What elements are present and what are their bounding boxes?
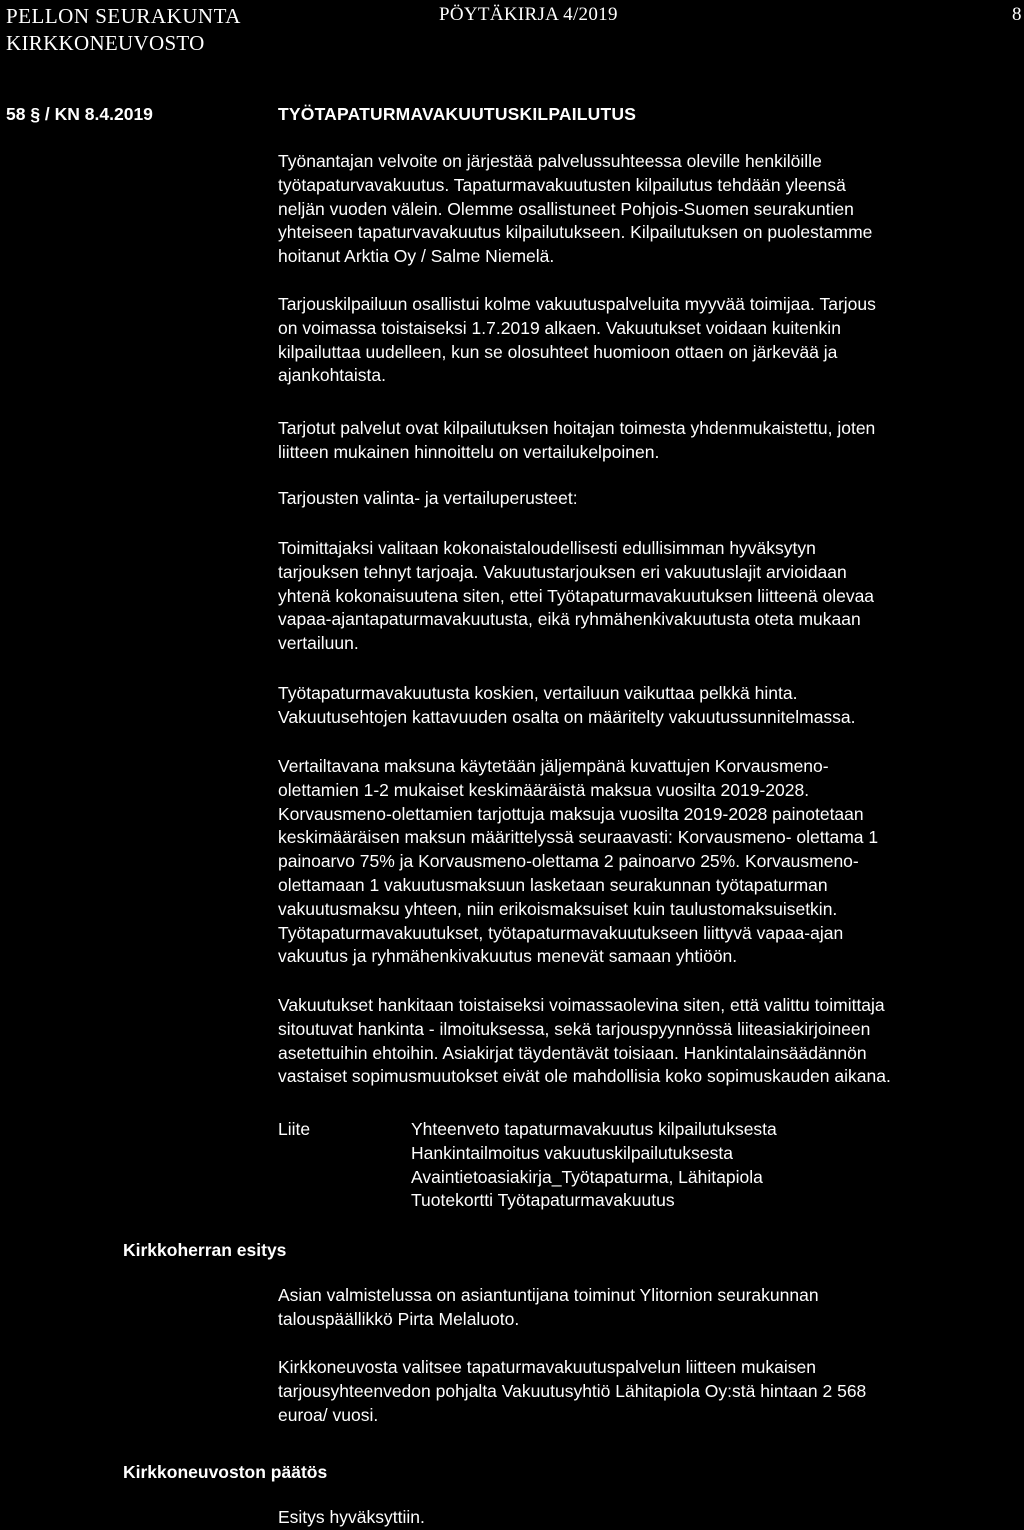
organization-name: PELLON SEURAKUNTA — [6, 4, 241, 28]
text-line: vapaa-ajantapaturmavakuutusta, eikä ryhmähenkivakuutusta oteta mukaan — [278, 609, 861, 630]
text-line: olettamaan 1 vakuutusmaksuun lasketaan seurakunnan työtapaturman — [278, 874, 828, 895]
paragraph — [278, 417, 1020, 465]
text-line: Tarjousten valinta- ja vertailuperusteet: — [278, 488, 578, 508]
text-line: Vakuutusehtojen kattavuuden osalta on määritelty vakuutussunnitelmassa. — [278, 706, 856, 727]
paragraph — [278, 755, 1020, 969]
text-line: Työtapaturmavakuutusta koskien, vertailuun vaikuttaa pelkkä hinta. — [278, 683, 798, 703]
page-number: 8 — [1012, 4, 1022, 25]
text-line: Vakuutukset hankitaan toistaiseksi voimassaolevina siten, että valittu toimittaja — [278, 995, 885, 1015]
section-reference: 58 § / KN 8.4.2019 — [6, 104, 153, 124]
text-line: asetettuihin ehtoihin. Asiakirjat täydentävät toisiaan. Hankintalainsäädännön — [278, 1042, 867, 1063]
organization-body: KIRKKONEUVOSTO — [6, 31, 205, 55]
attachment-item: Yhteenveto tapaturmavakuutus kilpailutuksesta — [411, 1119, 777, 1139]
decision-heading: Kirkkoneuvoston päätös — [123, 1462, 328, 1482]
decision-text: Esitys hyväksyttiin. — [278, 1507, 425, 1527]
text-line: painoarvo 75% ja Korvausmeno-olettama 2 painoarvo 25%. Korvausmeno- — [278, 851, 859, 872]
text-line: tarjouksen tehnyt tarjoaja. Vakuutustarjouksen eri vakuutuslajit arvioidaan — [278, 561, 847, 582]
text-line: Työnantajan velvoite on järjestää palvelussuhteessa oleville henkilöille — [278, 151, 822, 171]
text-line: Asian valmistelussa on asiantuntijana toiminut Ylitornion seurakunnan — [278, 1285, 819, 1305]
text-line: ajankohtaista. — [278, 365, 386, 386]
document-title: PÖYTÄKIRJA 4/2019 — [439, 4, 618, 25]
text-line: Kirkkoneuvosta valitsee tapaturmavakuutuspalvelun liitteen mukaisen — [278, 1357, 816, 1377]
attachment-label: Liite — [278, 1119, 311, 1139]
text-line: vastaiset sopimusmuutokset eivät ole mahdollisia koko sopimuskauden aikana. — [278, 1066, 891, 1087]
text-line: tarjousyhteenvedon pohjalta Vakuutusyhtiö Lähitapiola Oy:stä hintaan 2 568 — [278, 1380, 867, 1401]
text-line: yhtenä kokonaisuutena siten, ettei Työtapaturmavakuutuksen liitteenä olevaa — [278, 585, 875, 606]
text-line: yhteiseen tapaturvavakuutus kilpailutukseen. Kilpailutuksen on puolestamme — [278, 222, 873, 243]
attachment-item: Avaintietoasiakirja_Työtapaturma, Lähitapiola — [411, 1166, 763, 1187]
paragraph — [278, 537, 1020, 656]
text-line: keskimääräisen maksun määrittelyssä seuraavasti: Korvausmeno- olettama 1 — [278, 827, 879, 848]
paragraph — [278, 682, 1020, 730]
text-line: työtapaturvavakuutus. Tapaturmavakuutusten kilpailutus tehdään yleensä — [278, 174, 846, 195]
text-line: olettamien 1-2 mukaiset keskimääräistä maksua vuosilta 2019-2028. — [278, 779, 810, 800]
text-line: Työtapaturmavakuutukset, työtapaturmavakuutukseen liittyvä vapaa-ajan — [278, 922, 844, 943]
text-line: vakuutus ja ryhmähenkivakuutus menevät samaan yhtiöön. — [278, 946, 738, 967]
text-line: vakuutusmaksu yhteen, niin erikoismaksuiset kuin taulustomaksuisetkin. — [278, 898, 838, 919]
paragraph — [278, 1284, 1020, 1332]
text-line: Vertailtavana maksuna käytetään jäljempänä kuvattujen Korvausmeno- — [278, 756, 829, 776]
attachment-list — [411, 1118, 777, 1213]
text-line: Tarjotut palvelut ovat kilpailutuksen hoitajan toimesta yhdenmukaistettu, joten — [278, 418, 876, 438]
attachment-item: Tuotekortti Työtapaturmavakuutus — [411, 1190, 675, 1211]
text-line: hoitanut Arktia Oy / Salme Niemelä. — [278, 246, 555, 267]
attachment-item: Hankintailmoitus vakuutuskilpailutuksesta — [411, 1142, 733, 1163]
paragraph — [278, 150, 1020, 269]
text-line: on voimassa toistaiseksi 1.7.2019 alkaen. Vakuutukset voidaan kuitenkin — [278, 317, 841, 338]
text-line: vertailuun. — [278, 633, 359, 654]
section-title: TYÖTAPATURMAVAKUUTUSKILPAILUTUS — [278, 104, 637, 124]
paragraph — [278, 487, 1020, 511]
text-line: liitteen mukainen hinnoittelu on vertailukelpoinen. — [278, 441, 660, 462]
text-line: Korvausmeno-olettamien tarjottuja maksuja vuosilta 2019-2028 painotetaan — [278, 803, 864, 824]
proposal-heading: Kirkkoherran esitys — [123, 1240, 287, 1260]
text-line: neljän vuoden välein. Olemme osallistuneet Pohjois-Suomen seurakuntien — [278, 198, 854, 219]
text-line: talouspäällikkö Pirta Melaluoto. — [278, 1308, 520, 1329]
text-line: kilpailuttaa uudelleen, kun se olosuhteet huomioon ottaen on järkevää ja — [278, 341, 838, 362]
text-line: Tarjouskilpailuun osallistui kolme vakuutuspalveluita myyvää toimijaa. Tarjous — [278, 294, 876, 314]
paragraph — [278, 1356, 1020, 1427]
text-line: Toimittajaksi valitaan kokonaistaloudellisesti edullisimman hyväksytyn — [278, 538, 816, 558]
paragraph — [278, 994, 1020, 1089]
text-line: sitoutuvat hankinta - ilmoituksessa, sekä tarjouspyynnössä liiteasiakirjoineen — [278, 1018, 871, 1039]
paragraph — [278, 293, 1020, 388]
text-line: euroa/ vuosi. — [278, 1404, 379, 1425]
